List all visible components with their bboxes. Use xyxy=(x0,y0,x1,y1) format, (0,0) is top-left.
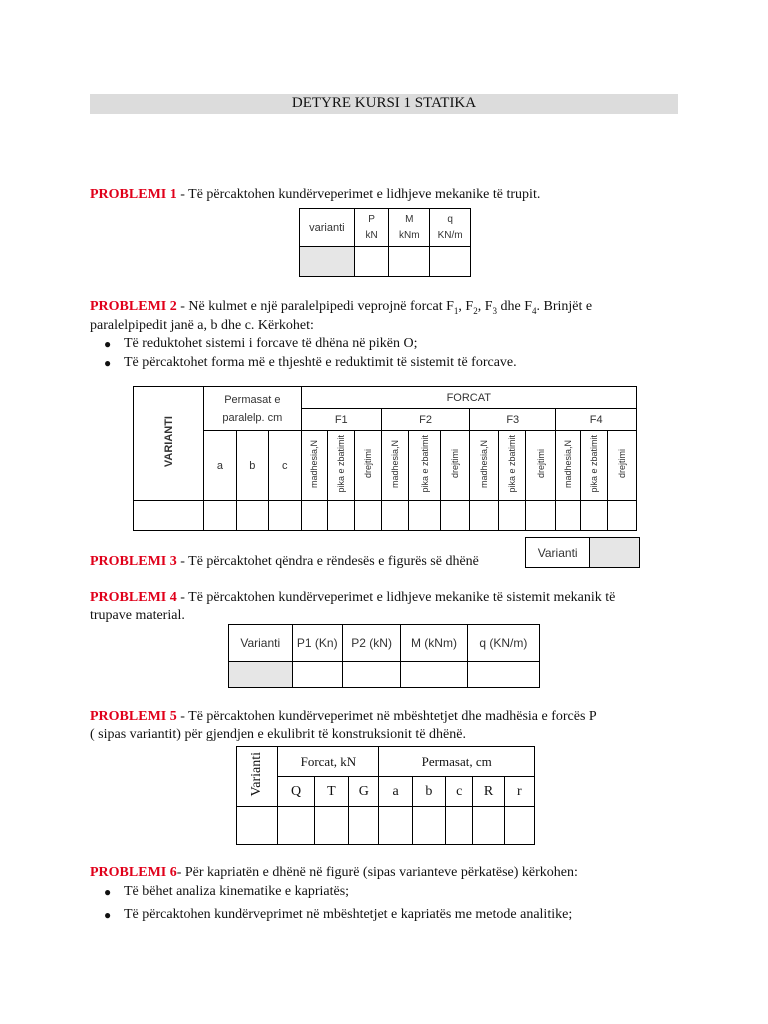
problem-5-line2: ( sipas variantit) për gjendjen e ekulibrit të konstruksionit të dhënë. xyxy=(90,727,466,742)
p2-col-forcat: FORCAT xyxy=(301,387,636,409)
p4-col-p1: P1 (Kn) xyxy=(292,625,342,662)
p2-col-drejtimi: drejtimi xyxy=(354,431,381,501)
problem-6-label: PROBLEMI 6 xyxy=(90,865,177,880)
p5-cell xyxy=(349,807,379,845)
problem-2-heading: PROBLEMI 2 - Në kulmet e një paralelpipedi veprojnë forcat $F_1$, $F_2$, $F_3$ dhe $F_4$. Brinjët e xyxy=(90,299,593,316)
p1-cell xyxy=(389,247,430,277)
bullet: ● xyxy=(104,885,112,899)
p5-cell xyxy=(473,807,504,845)
p2-col-pika: pika e zbatimit xyxy=(328,431,354,501)
problem-3-label: PROBLEMI 3 xyxy=(90,554,177,569)
p5-cell xyxy=(504,807,534,845)
p2-col-madhesia: madhesia,N xyxy=(470,431,498,501)
p5-col-varianti: Varianti xyxy=(237,747,278,807)
p2-col-madhesia: madhesia,N xyxy=(381,431,408,501)
bullet: ● xyxy=(104,356,112,370)
problem-2-label: PROBLEMI 2 xyxy=(90,299,177,314)
problem-3-heading xyxy=(90,553,479,571)
p2-col-drejtimi: drejtimi xyxy=(526,431,556,501)
p5-cell xyxy=(278,807,314,845)
p5-col-r1: R xyxy=(473,777,504,807)
problem-4-text: - Të përcaktohen kundërveperimet e lidhjeve mekanike të sistemit mekanik të xyxy=(176,590,616,605)
p2-cell xyxy=(580,501,607,531)
p2-col-permasat: Permasat e paralelp. cm xyxy=(204,387,301,431)
p4-cell xyxy=(467,662,539,688)
p2-col-f3: F3 xyxy=(470,409,556,431)
problem-6-text: - Për kapriatën e dhënë në figurë (sipas varianteve përkatëse) kërkohen: xyxy=(176,865,578,880)
p5-col-c: c xyxy=(446,777,473,807)
p5-cell xyxy=(314,807,348,845)
p2-col-varianti: VARIANTI xyxy=(134,387,204,501)
p2-cell xyxy=(301,501,327,531)
p1-cell xyxy=(430,247,471,277)
p2-cell xyxy=(134,501,204,531)
problem-4-table xyxy=(228,624,540,688)
p2-cell xyxy=(381,501,408,531)
problem-1-table xyxy=(299,208,471,277)
p5-col-r2: r xyxy=(504,777,534,807)
problem-1-label: PROBLEMI 1 xyxy=(90,187,177,202)
problem-2-bullet-1: Të reduktohet sistemi i forcave të dhëna në pikën O; xyxy=(124,336,418,351)
p4-col-q: q (KN/m) xyxy=(467,625,539,662)
p2-cell xyxy=(440,501,469,531)
p2-cell xyxy=(526,501,556,531)
problem-4-line2: trupave material. xyxy=(90,608,185,623)
p5-cell xyxy=(379,807,412,845)
problem-4-heading xyxy=(90,589,615,607)
problem-1-heading xyxy=(90,186,540,204)
p2-col-b: b xyxy=(236,431,268,501)
problem-5-heading xyxy=(90,708,597,726)
p1-cell-variant xyxy=(300,247,355,277)
p5-col-b: b xyxy=(412,777,445,807)
p5-col-a: a xyxy=(379,777,412,807)
problem-2-text: - Në kulmet e një paralelpipedi veprojnë forcat F xyxy=(176,299,454,314)
problem-5-text: - Të përcaktohen kundërveperimet në mbështetjet dhe madhësia e forcës P xyxy=(176,709,597,724)
p2-col-madhesia: madhesia,N xyxy=(556,431,581,501)
p2-cell xyxy=(409,501,440,531)
p2-cell xyxy=(556,501,581,531)
p2-col-drejtimi: drejtimi xyxy=(440,431,469,501)
p2-cell xyxy=(470,501,498,531)
p4-cell-variant xyxy=(229,662,293,688)
p1-col-varianti: varianti xyxy=(300,209,355,247)
p5-col-q: Q xyxy=(278,777,314,807)
page-title: DETYRE KURSI 1 STATIKA xyxy=(291,95,477,111)
problem-4-label: PROBLEMI 4 xyxy=(90,590,177,605)
p2-cell xyxy=(236,501,268,531)
p5-cell xyxy=(412,807,445,845)
p4-col-varianti: Varianti xyxy=(229,625,293,662)
p5-col-forcat: Forcat, kN xyxy=(278,747,379,777)
p4-cell xyxy=(342,662,400,688)
p2-cell xyxy=(204,501,236,531)
p1-col-p: P kN xyxy=(354,209,389,247)
p2-col-pika: pika e zbatimit xyxy=(409,431,440,501)
problem-6-bullet-2: Të përcaktohen kundërveprimet në mbështetjet e kapriatës me metode analitike; xyxy=(124,907,573,922)
p4-cell xyxy=(401,662,467,688)
p5-col-g: G xyxy=(349,777,379,807)
problem-3-table xyxy=(525,537,640,568)
p2-cell xyxy=(354,501,381,531)
p5-col-t: T xyxy=(314,777,348,807)
p2-col-pika: pika e zbatimit xyxy=(580,431,607,501)
p2-cell xyxy=(498,501,525,531)
problem-3-text: - Të përcaktohet qëndra e rëndesës e figurës së dhënë xyxy=(176,554,479,569)
problem-2-table xyxy=(133,386,637,531)
p4-col-p2: P2 (kN) xyxy=(342,625,400,662)
p2-col-f1: F1 xyxy=(301,409,381,431)
p2-col-a: a xyxy=(204,431,236,501)
p2-col-pika: pika e zbatimit xyxy=(498,431,525,501)
bullet: ● xyxy=(104,337,112,351)
problem-6-bullet-1: Të bëhet analiza kinematike e kapriatës; xyxy=(124,884,350,899)
p2-col-f4: F4 xyxy=(556,409,637,431)
p3-col-varianti: Varianti xyxy=(526,538,590,568)
p5-col-permasat: Permasat, cm xyxy=(379,747,535,777)
problem-5-table xyxy=(236,746,535,845)
p2-col-drejtimi: drejtimi xyxy=(608,431,637,501)
p1-col-m: M kNm xyxy=(389,209,430,247)
p3-cell xyxy=(590,538,640,568)
problem-1-text: - Të përcaktohen kundërveperimet e lidhjeve mekanike të trupit. xyxy=(176,187,541,202)
bullet: ● xyxy=(104,908,112,922)
p5-cell xyxy=(446,807,473,845)
p2-cell xyxy=(328,501,354,531)
p2-col-f2: F2 xyxy=(381,409,469,431)
p2-col-c: c xyxy=(269,431,301,501)
p5-cell xyxy=(237,807,278,845)
p4-cell xyxy=(292,662,342,688)
p1-col-q: q KN/m xyxy=(430,209,471,247)
p4-col-m: M (kNm) xyxy=(401,625,467,662)
problem-2-bullet-2: Të përcaktohet forma më e thjeshtë e reduktimit të sistemit të forcave. xyxy=(124,355,517,370)
p2-col-madhesia: madhesia,N xyxy=(301,431,327,501)
problem-6-heading xyxy=(90,864,578,882)
problem-5-label: PROBLEMI 5 xyxy=(90,709,177,724)
p2-cell xyxy=(269,501,301,531)
p2-cell xyxy=(608,501,637,531)
p1-cell xyxy=(354,247,389,277)
problem-2-line2: paralelpipedit janë a, b dhe c. Kërkohet: xyxy=(90,318,314,333)
